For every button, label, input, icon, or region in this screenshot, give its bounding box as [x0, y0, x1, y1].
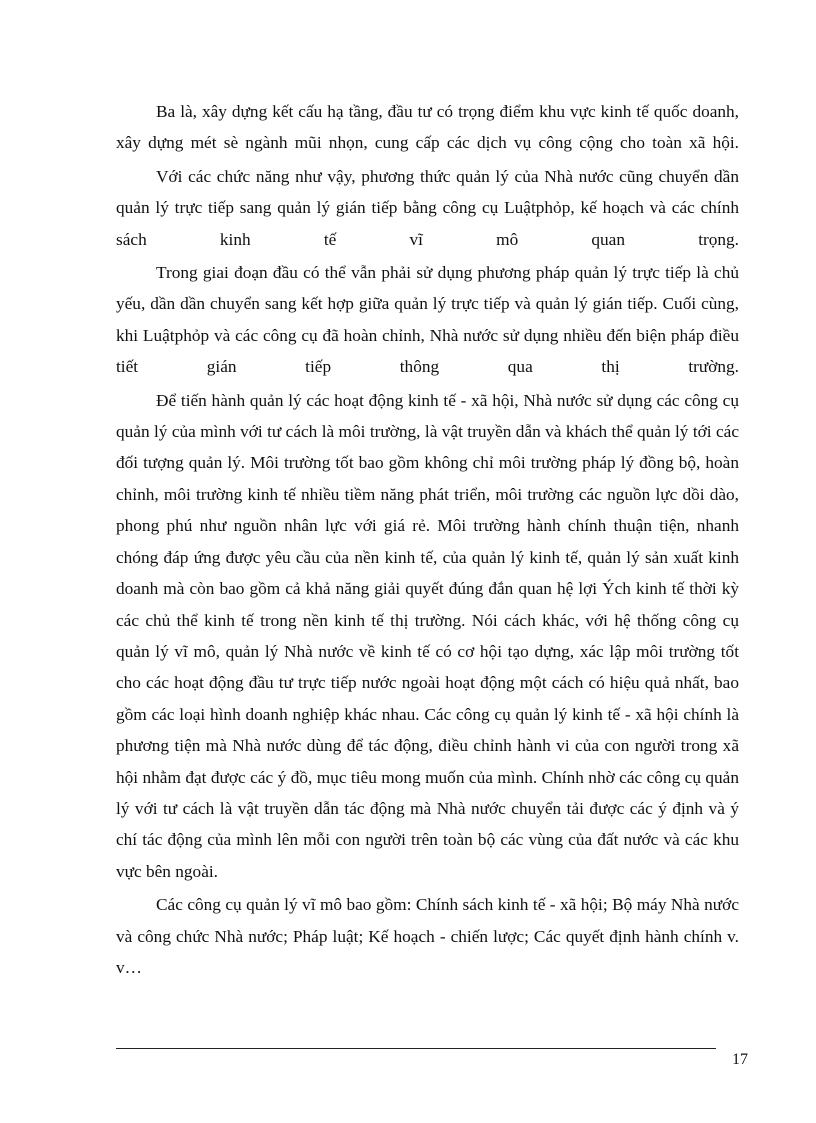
paragraph-2: Với các chức năng như vậy, phương thức quản lý của Nhà nước cũng chuyển dần quản lý trực tiếp sang quản lý gián tiếp bằng công cụ Luậtphỏp, kế hoạch và các chính sách kinh tế vĩ mô quan trọng. — [116, 166, 739, 249]
page-number: 17 — [732, 1051, 748, 1068]
body-text — [116, 96, 739, 983]
paragraph-5: Các công cụ quản lý vĩ mô bao gồm: Chính sách kinh tế - xã hội; Bộ máy Nhà nước và công chức Nhà nước; Pháp luật; Kế hoạch - chiến lược; Các quyết định hành chính v. v… — [116, 895, 739, 977]
paragraph-4: Để tiến hành quản lý các hoạt động kinh tế - xã hội, Nhà nước sử dụng các công cụ quản lý của mình với tư cách là môi trường, là vật truyền dẫn và khách thể quản lý tới các đối tượng quản lý. Môi trường tốt bao gồm không chỉ môi trường pháp lý đồng bộ, hoàn chỉnh, môi trường kinh tế nhiều tiềm năng phát triển, môi trường các nguồn lực dồi dào, phong phú như nguồn nhân lực với giá rẻ. Môi trường hành chính thuận tiện, nhanh chóng đáp ứng được yêu cầu của nền kinh tế, của quản lý kinh tế, quản lý sản xuất kinh doanh mà còn bao gồm cả khả năng giải quyết đúng đắn quan hệ lợi Ých kinh tế thời kỳ các chủ thể kinh tế trong nền kinh tế thị trường. Nói cách khác, với hệ thống công cụ quản lý vĩ mô, quản lý Nhà nước về kinh tế có cơ hội tạo dựng, xác lập môi trường tốt cho các hoạt động đầu tư trực tiếp nước ngoài hoạt động một cách có hiệu quả nhất, bao gồm các loại hình doanh nghiệp khác nhau. Các công cụ quản lý kinh tế - xã hội chính là phương tiện mà Nhà nước dùng để tác động, điều chỉnh hành vi của con người trong xã hội nhằm đạt được các ý đồ, mục tiêu mong muốn của mình. Chính nhờ các công cụ quản lý với tư cách là vật truyền dẫn tác động mà Nhà nước chuyển tải được các ý định và ý chí tác động của mình lên mỗi con người trên toàn bộ các vùng của đất nước và các khu vực bên ngoài. — [116, 390, 739, 881]
paragraph-1: Ba là, xây dựng kết cấu hạ tầng, đầu tư có trọng điểm khu vực kinh tế quốc doanh, xây dựng mét sè ngành mũi nhọn, cung cấp các dịch vụ công cộng cho toàn xã hội. — [116, 102, 739, 153]
paragraph-3: Trong giai đoạn đầu có thể vẫn phải sử dụng phương pháp quản lý trực tiếp là chủ yếu, dần dần chuyển sang kết hợp giữa quản lý trực tiếp và quản lý gián tiếp. Cuối cùng, khi Luậtphỏp và các công cụ đã hoàn chỉnh, Nhà nước sử dụng nhiều đến biện pháp điều tiết gián tiếp thông qua thị trường. — [116, 263, 739, 377]
footer-divider — [116, 1048, 716, 1049]
